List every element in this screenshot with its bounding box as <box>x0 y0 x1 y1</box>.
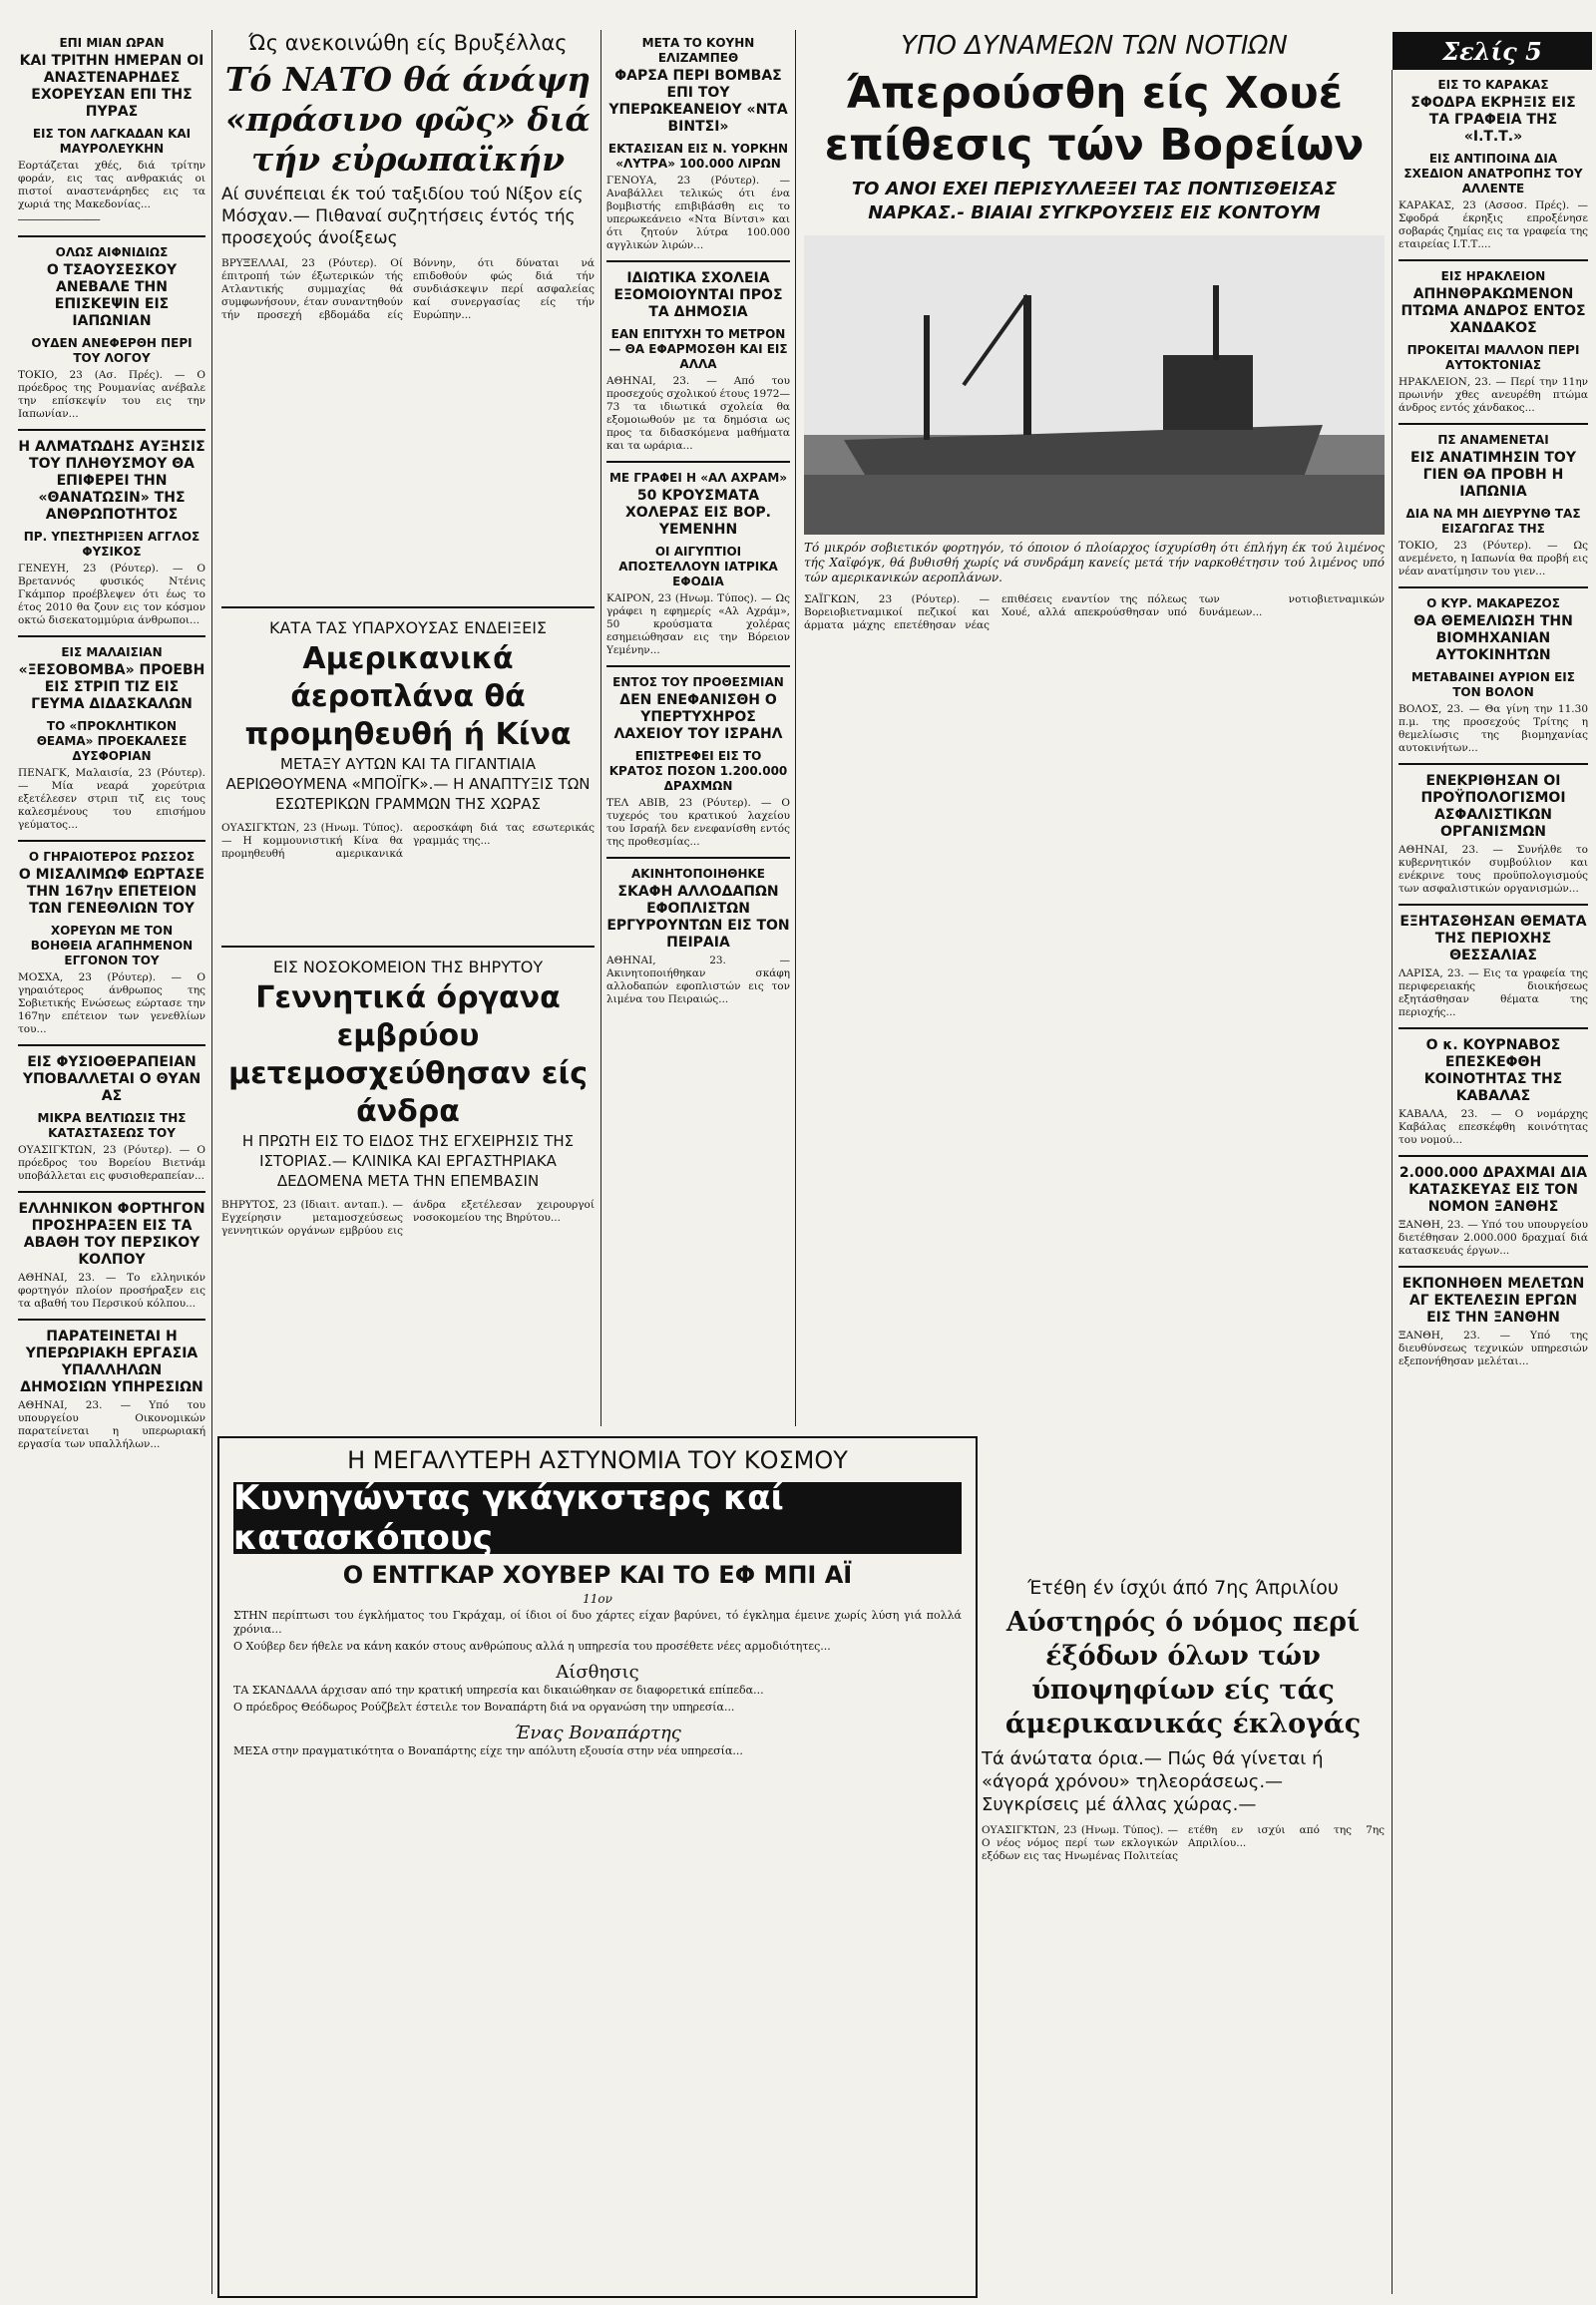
brief-headline: ΕΞΗΤΑΣΘΗΣΑΝ ΘΕΜΑΤΑ ΤΗΣ ΠΕΡΙΟΧΗΣ ΘΕΣΣΑΛΙΑΣ <box>1399 914 1587 963</box>
brief-subhead: ΧΟΡΕΥΩΝ ΜΕ ΤΟΝ ΒΟΗΘΕΙΑ ΑΓΑΠΗΜΕΝΟΝ ΕΓΓΟΝΟΝ ΤΟΥ <box>30 924 194 967</box>
brief-body: ΑΘΗΝΑΙ, 23. — Συνήλθε το κυβερνητικόν συμβούλιον και ενέκρινε τους προϋπολογισμούς των ασφαλιστικών οργανισμών... <box>1398 844 1588 895</box>
brief-body: ΑΘΗΝΑΙ, 23. — Υπό του υπουργείου Οικονομικών παρατείνεται η υπερωριακή εργασία των υπαλλήλων... <box>18 1399 205 1450</box>
brief-headline: ΑΠΗΝΘΡΑΚΩΜΕΝΟΝ ΠΤΩΜΑ ΑΝΔΡΟΣ ΕΝΤΟΣ ΧΑΝΔΑΚΟΣ <box>1400 286 1586 336</box>
brief-subhead: ΤΟ «ΠΡΟΚΛΗΤΙΚΟΝ ΘΕΑΜΑ» ΠΡΟΕΚΑΛΕΣΕ ΔΥΣΦΟΡΙΑΝ <box>36 719 188 763</box>
brief-body: ΞΑΝΘΗ, 23. — Υπό της διευθύνσεως τεχνικών υπηρεσιών εξεπονήθησαν μελέται... <box>1398 1330 1588 1367</box>
brief-headline: ΕΝΕΚΡΙΘΗΣΑΝ ΟΙ ΠΡΟΫΠΟΛΟΓΙΣΜΟΙ ΑΣΦΑΛΙΣΤΙΚΩΝ ΟΡΓΑΝΙΣΜΩΝ <box>1420 773 1566 840</box>
israel-headline: ΔΕΝ ΕΝΕΦΑΝΙΣΘΗ Ο ΥΠΕΡΤΥΧΗΡΟΣ ΛΑΧΕΙΟΥ ΤΟΥ ΙΣΡΑΗΛ <box>613 692 783 742</box>
hue-headline: Άπερούσθη είς Χουέ επίθεσις τών Βορείων <box>824 68 1365 171</box>
brief-body: ΤΟΚΙΟ, 23 (Ασ. Πρές). — Ο πρόεδρος της Ρουμανίας ανέβαλε την επίσκεψίν του εις την Ιαπωνίαν... <box>18 369 205 420</box>
brief-kicker: ΕΙΣ ΗΡΑΚΛΕΙΟΝ <box>1440 269 1546 283</box>
elections-headline: Αύστηρός ό νόμος περί έξόδων όλων τών ύποψηφίων είς τάς άμερικανικάς έκλογάς <box>1004 1607 1362 1739</box>
brief-headline: ΕΙΣ ΑΝΑΤΙΜΗΣΙΝ ΤΟΥ ΓΙΕΝ ΘΑ ΠΡΟΒΗ Η ΙΑΠΩΝΙΑ <box>1410 450 1576 500</box>
brief-headline: Ο ΤΣΑΟΥΣΕΣΚΟΥ ΑΝΕΒΑΛΕ ΤΗΝ ΕΠΙΣΚΕΨΙΝ ΕΙΣ ΙΑΠΩΝΙΑΝ <box>46 262 178 329</box>
israel-subhead: ΕΠΙΣΤΡΕΦΕΙ ΕΙΣ ΤΟ ΚΡΑΤΟΣ ΠΟΣΟΝ 1.200.000 ΔΡΑΧΜΩΝ <box>608 749 788 793</box>
brief-headline: ΘΑ ΘΕΜΕΛΙΩΣΗ ΤΗΝ ΒΙΟΜΗΧΑΝΙΑΝ ΑΥΤΟΚΙΝΗΤΩΝ <box>1413 613 1573 663</box>
ship-mast <box>1213 285 1219 360</box>
elections-subhead: Τά άνώτατα όρια.— Πώς θά γίνεται ή «άγορά χρόνου» τηλεοράσεως.— Συγκρίσεις μέ άλλας χώρας.— <box>982 1748 1324 1815</box>
beirut-kicker: ΕΙΣ ΝΟΣΟΚΟΜΕΙΟΝ ΤΗΣ ΒΗΡΥΤΟΥ <box>272 958 544 976</box>
divider <box>221 946 595 948</box>
divider <box>1398 904 1588 906</box>
briefs-column-center <box>606 30 790 1426</box>
divider <box>1398 1266 1588 1268</box>
cholera-body: ΚΑΙΡΟΝ, 23 (Ηνωμ. Τύπος). — Ως γράφει η εφημερίς «Αλ Αχράμ», 50 κρούσματα χολέρας εσημειώθησαν εις την Βόρειον Υεμένην... <box>606 592 790 656</box>
brief-kicker: ΕΙΣ ΜΑΛΑΙΣΙΑΝ <box>61 645 163 659</box>
schools-headline: ΙΔΙΩΤΙΚΑ ΣΧΟΛΕΙΑ ΕΞΟΜΟΙΟΥΝΤΑΙ ΠΡΟΣ ΤΑ ΔΗΜΟΣΙΑ <box>613 270 783 320</box>
page-number-box <box>1393 32 1592 70</box>
china-kicker: ΚΑΤΑ ΤΑΣ ΥΠΑΡΧΟΥΣΑΣ ΕΝΔΕΙΞΕΙΣ <box>268 618 548 637</box>
brief-body: ΟΥΑΣΙΓΚΤΩΝ, 23 (Ρόυτερ). — Ο πρόεδρος του Βορείου Βιετνάμ υποβάλλεται εις φυσιοθεραπείαν... <box>18 1144 205 1182</box>
beirut-story <box>221 938 595 1426</box>
cholera-kicker: ΜΕ ΓΡΑΦΕΙ Η «ΑΛ ΑΧΡΑΜ» <box>608 471 788 485</box>
nato-story <box>221 30 595 588</box>
divider <box>221 606 595 608</box>
hue-subhead: ΤΟ ΑΝΟΙ ΕΧΕΙ ΠΕΡΙΣΥΛΛΕΞΕΙ ΤΑΣ ΠΟΝΤΙΣΘΕΙΣΑΣ ΝΑΡΚΑΣ.- ΒΙΑΙΑΙ ΣΥΓΚΡΟΥΣΕΙΣ ΕΙΣ ΚΟΝΤΟΥΜ <box>851 179 1338 223</box>
nato-kicker: Ώς ανεκοινώθη είς Βρυξέλλας <box>248 31 568 55</box>
brief-body: ΓΕΝΕΥΗ, 23 (Ρόυτερ). — Ο Βρεταννός φυσικός Ντένις Γκάμπορ προέβλεψεν ότι έως το έτος 2010 θα ζουν εις τον κόσμον οκτώ δισεκατομμύρια άνθρωποι... <box>18 563 205 626</box>
brief-headline: ΕΚΠΟΝΗΘΕΝ ΜΕΛΕΤΩΝ ΑΓ ΕΚΤΕΛΕΣΙΝ ΕΡΓΩΝ ΕΙΣ ΤΗΝ ΞΑΝΘΗΝ <box>1401 1276 1585 1326</box>
cholera-subhead: ΟΙ ΑΙΓΥΠΤΙΟΙ ΑΠΟΣΤΕΛΛΟΥΝ ΙΑΤΡΙΚΑ ΕΦΟΔΙΑ <box>618 545 778 588</box>
brief-body: ΜΟΣΧΑ, 23 (Ρόυτερ). — Ο γηραιότερος άνθρωπος της Σοβιετικής Ενώσεως εώρτασε την 167ην επέτειον των γενεθλίων του... <box>18 971 205 1035</box>
divider <box>1398 259 1588 261</box>
hoover-body: ΣΤΗΝ περίπτωσι του έγκλήματος του Γκράχαμ, οί ίδιοι οί δυο χάρτες είχαν βαρύνει, τό έγκλημα έμεινε χωρίς λύση γιά πολλά χρόνια... <box>233 1609 962 1636</box>
brief-subhead: ΟΥΔΕΝ ΑΝΕΦΕΡΘΗ ΠΕΡΙ ΤΟΥ ΛΟΓΟΥ <box>31 336 193 365</box>
hue-photo-caption: Τό μικρόν σοβιετικόν φορτηγόν, τό όποιον ό πλοίαρχος ίσχυρίσθη ότι έπλήγη έκ τού λιμένος τής Χαϊφόγκ, θά βυθισθή χωρίς νά συνδράμη κανείς μετά τήν ναρκοθέτησιν τού λιμένος υπό τών αμερικανικών αεροπλάνων. <box>804 541 1385 584</box>
ship-superstructure <box>1163 355 1253 430</box>
brief-kicker: ΕΙΣ ΤΟ ΚΑΡΑΚΑΣ <box>1437 78 1549 92</box>
brief-subhead: ΕΙΣ ΑΝΤΙΠΟΙΝΑ ΔΙΑ ΣΧΕΔΙΟΝ ΑΝΑΤΡΟΠΗΣ ΤΟΥ ΑΛΛΕΝΤΕ <box>1403 152 1583 195</box>
divider <box>18 429 205 431</box>
brief-body-filler: ───────────── <box>18 214 101 226</box>
divider <box>1398 1027 1588 1029</box>
beirut-subhead: Η ΠΡΩΤΗ ΕΙΣ ΤΟ ΕΙΔΟΣ ΤΗΣ ΕΓΧΕΙΡΗΣΙΣ ΤΗΣ ΙΣΤΟΡΙΑΣ.— ΚΛΙΝΙΚΑ ΚΑΙ ΕΡΓΑΣΤΗΡΙΑΚΑ ΔΕΔΟΜΕΝΑ ΜΕΤΑ ΤΗΝ ΕΠΕΜΒΑΣΙΝ <box>241 1132 575 1190</box>
brief-subhead: ΜΕΤΑΒΑΙΝΕΙ ΑΥΡΙΟΝ ΕΙΣ ΤΟΝ ΒΟΛΟΝ <box>1411 670 1575 699</box>
hue-kicker: ΥΠΟ ΔΥΝΑΜΕΩΝ ΤΩΝ ΝΟΤΙΩΝ <box>901 31 1288 61</box>
china-body: ΟΥΑΣΙΓΚΤΩΝ, 23 (Ηνωμ. Τύπος). — Η κομμουνιστική Κίνα θα προμηθευθή αμερικανικά αεροσκάφη διά τας εσωτερικάς γραμμάς της... <box>221 822 595 860</box>
israel-body: ΤΕΛ ΑΒΙΒ, 23 (Ρόυτερ). — Ο τυχερός του κρατικού λαχείου του Ισραήλ δεν ενεφανίσθη εντός της προθεσμίας... <box>606 797 790 848</box>
hoover-feature <box>217 1436 978 2298</box>
bomb-headline: ΦΑΡΣΑ ΠΕΡΙ ΒΟΜΒΑΣ ΕΠΙ ΤΟΥ ΥΠΕΡΩΚΕΑΝΕΙΟΥ «ΝΤΑ ΒΙΝΤΣΙ» <box>608 68 788 135</box>
china-headline: Αμερικανικά άεροπλάνα θά προμηθευθή ή Κίνα <box>244 641 572 752</box>
brief-body: ΛΑΡΙΣΑ, 23. — Εις τα γραφεία της περιφερειακής διοικήσεως εξητάσθησαν θέματα της περιοχής... <box>1398 967 1588 1018</box>
brief-headline: ΠΑΡΑΤΕΙΝΕΤΑΙ Η ΥΠΕΡΩΡΙΑΚΗ ΕΡΓΑΣΙΑ ΥΠΑΛΛΗΛΩΝ ΔΗΜΟΣΙΩΝ ΥΠΗΡΕΣΙΩΝ <box>20 1329 203 1395</box>
hoover-body: ΤΑ ΣΚΑΝΔΑΛΑ άρχισαν από την κρατική υπηρεσία και δικαιώθηκαν σε διαφορετικά επίπεδα... <box>233 1684 764 1697</box>
hoover-body: Ο Χούβερ δεν ήθελε να κάνη κακόν στους ανθρώπους αλλά η υπηρεσία του προσέθετε νέες αρμοδιότητες... <box>233 1640 831 1653</box>
hoover-columns <box>219 1609 976 1758</box>
piraeus-body: ΑΘΗΝΑΙ, 23. — Ακινητοποιήθηκαν σκάφη αλλοδαπών εφοπλιστών εις τον λιμένα του Πειραιώς... <box>606 955 790 1005</box>
ship-crane <box>924 315 930 440</box>
ship-crane <box>1023 295 1031 435</box>
brief-body: ΒΟΛΟΣ, 23. — Θα γίνη την 11.30 π.μ. της προσεχούς Τρίτης η θεμελίωσις της βιομηχανίας αυτοκινήτων... <box>1398 703 1588 754</box>
divider <box>1398 1155 1588 1157</box>
cholera-headline: 50 ΚΡΟΥΣΜΑΤΑ ΧΟΛΕΡΑΣ ΕΙΣ ΒΟΡ. ΥΕΜΕΝΗΝ <box>625 488 771 538</box>
elections-story <box>982 1576 1385 2294</box>
brief-headline: «ΞΕΣΟΒΟΜΒΑ» ΠΡΟΕΒΗ ΕΙΣ ΣΤΡΙΠ ΤΙΖ ΕΙΣ ΓΕΥΜΑ ΔΙΔΑΣΚΑΛΩΝ <box>18 662 205 712</box>
bomb-body: ΓΕΝΟΥΑ, 23 (Ρόυτερ). — Αναβάλλει τελικώς ότι ένα βομβιστής επιβιβάσθη εις το υπερωκεάνειο «Ντα Βίντσι» και ότι ζητούν λύτρα 100.000 αγγλικών λιρών... <box>606 175 790 251</box>
brief-body: ΑΘΗΝΑΙ, 23. — Το ελληνικόν φορτηγόν πλοίον προσήραξεν εις τα αβαθή του Περσικού κόλπου... <box>18 1272 205 1310</box>
brief-subhead: ΠΡΟΚΕΙΤΑΙ ΜΑΛΛΟΝ ΠΕΡΙ ΑΥΤΟΚΤΟΝΙΑΣ <box>1406 343 1580 372</box>
hoover-banner <box>233 1478 962 1558</box>
brief-subhead: ΜΙΚΡΑ ΒΕΛΤΙΩΣΙΣ ΤΗΣ ΚΑΤΑΣΤΑΣΕΩΣ ΤΟΥ <box>37 1111 187 1140</box>
beirut-body: ΒΗΡΥΤΟΣ, 23 (Ιδιαιτ. ανταπ.). — Εγχείρησιν μεταμοσχεύσεως γεννητικών οργάνων εμβρύου εις άνδρα εξετέλεσαν χειρουργοί νοσοκομείου της Βηρύτου... <box>221 1199 595 1237</box>
beirut-headline: Γεννητικά όργανα εμβρύου μετεμοσχεύθησαν είς άνδρα <box>228 980 588 1129</box>
china-subhead: ΜΕΤΑΞΥ ΑΥΤΩΝ ΚΑΙ ΤΑ ΓΙΓΑΝΤΙΑΙΑ ΑΕΡΙΩΘΟΥΜΕΝΑ «ΜΠΟΪΓΚ».— Η ΑΝΑΠΤΥΞΙΣ ΤΩΝ ΕΣΩΤΕΡΙΚΩΝ ΓΡΑΜΜΩΝ ΤΗΣ ΧΩΡΑΣ <box>225 755 591 813</box>
brief-headline: ΕΛΛΗΝΙΚΟΝ ΦΟΡΤΗΓΟΝ ΠΡΟΣΗΡΑΞΕΝ ΕΙΣ ΤΑ ΑΒΑΘΗ ΤΟΥ ΠΕΡΣΙΚΟΥ ΚΟΛΠΟΥ <box>18 1201 205 1268</box>
nato-subhead: Αί συνέπειαι έκ τού ταξιδίου τού Νίξον είς Μόσχαν.— Πιθαναί συζητήσεις έντός τής προσεχούς άνοίξεως <box>221 185 584 248</box>
divider <box>18 840 205 842</box>
brief-headline: Ο κ. ΚΟΥΡΝΑΒΟΣ ΕΠΕΣΚΕΦΘΗ ΚΟΙΝΟΤΗΤΑΣ ΤΗΣ ΚΑΒΑΛΑΣ <box>1423 1037 1563 1104</box>
brief-kicker: ΕΠΙ ΜΙΑΝ ΩΡΑΝ <box>59 36 165 50</box>
brief-body: ΚΑΒΑΛΑ, 23. — Ο νομάρχης Καβάλας επεσκέφθη κοινότητας του νομού... <box>1398 1108 1588 1146</box>
china-story <box>221 598 595 938</box>
divider <box>18 1191 205 1193</box>
divider <box>18 1044 205 1046</box>
brief-body: ΤΟΚΙΟ, 23 (Ρόυτερ). — Ως ανεμένετο, η Ιαπωνία θα προβή εις νέαν ανατίμησιν του γιεν... <box>1398 540 1588 577</box>
brief-body: ΞΑΝΘΗ, 23. — Υπό του υπουργείου διετέθησαν 2.000.000 δραχμαί διά κατασκευάς έργων... <box>1398 1219 1588 1257</box>
brief-kicker: Ο ΓΗΡΑΙΟΤΕΡΟΣ ΡΩΣΣΟΣ <box>28 850 196 864</box>
column-rule <box>600 30 601 1426</box>
hoover-kicker: Η ΜΕΓΑΛΥΤΕΡΗ ΑΣΤΥΝΟΜΙΑ ΤΟΥ ΚΟΣΜΟΥ <box>347 1446 848 1474</box>
divider <box>606 665 790 667</box>
hoover-part-number: 11ον <box>583 1592 612 1606</box>
schools-subhead: ΕΑΝ ΕΠΙΤΥΧΗ ΤΟ ΜΕΤΡΟΝ — ΘΑ ΕΦΑΡΜΟΣΘΗ ΚΑΙ ΕΙΣ ΑΛΛΑ <box>608 327 788 371</box>
nato-body: ΒΡΥΞΕΛΛΑΙ, 23 (Ρόυτερ). Οί έπιτροπή τών έξωτερικών τής Ατλαντικής συμμαχίας θά συμφωνήσουν, έταν συναντηθούν τήν προσεχή εβδομάδα είς Βόννην, ότι δύναται νά επιδοθούν φώς διά τήν συνδιάσκεψιν περί ασφαλείας καί συνεργασίας είς τήν Ευρώπην... <box>221 257 595 321</box>
divider <box>18 635 205 637</box>
brief-headline: ΚΑΙ ΤΡΙΤΗΝ ΗΜΕΡΑΝ ΟΙ ΑΝΑΣΤΕΝΑΡΗΔΕΣ ΕΧΟΡΕΥΣΑΝ ΕΠΙ ΤΗΣ ΠΥΡΑΣ <box>19 53 204 120</box>
divider <box>18 235 205 237</box>
divider <box>606 857 790 859</box>
column-rule <box>795 30 796 1426</box>
hoover-section-title: Ένας Βοναπάρτης <box>514 1723 681 1743</box>
divider <box>606 461 790 463</box>
hoover-section-title: Αίσθησις <box>556 1662 639 1683</box>
brief-body: ΠΕΝΑΓΚ, Μαλαισία, 23 (Ρόυτερ). — Μία νεαρά χορεύτρια εξετέλεσεν στριπ τιζ εις τους καλεσμένους του επισήμου γεύματος... <box>18 767 205 831</box>
brief-headline: ΕΙΣ ΦΥΣΙΟΘΕΡΑΠΕΙΑΝ ΥΠΟΒΑΛΛΕΤΑΙ Ο ΘΥΑΝ ΑΣ <box>22 1054 201 1104</box>
brief-headline: ΣΦΟΔΡΑ ΕΚΡΗΞΙΣ ΕΙΣ ΤΑ ΓΡΑΦΕΙΑ ΤΗΣ «Ι.Τ.Τ.» <box>1410 95 1576 145</box>
hoover-body: ΜΕΣΑ στην πραγματικότητα ο Βοναπάρτης είχε την απόλυτη εξουσία στην νέα υπηρεσία... <box>233 1744 743 1757</box>
schools-body: ΑΘΗΝΑΙ, 23. — Από του προσεχούς σχολικού έτους 1972—73 τα ιδιωτικά σχολεία θα εξομοιωθούν με τα δημόσια ως προς τα διδασκόμενα μαθήματα και τα ωράρια... <box>606 375 790 452</box>
israel-kicker: ΕΝΤΟΣ ΤΟΥ ΠΡΟΘΕΣΜΙΑΝ <box>612 675 784 689</box>
hoover-banner-title: Κυνηγώντας γκάγκστερς καί κατασκόπους <box>233 1478 784 1558</box>
page-number: Σελίς 5 <box>1442 36 1542 66</box>
elections-kicker: Έτέθη έν ίσχύι άπό 7ης Άπριλίου <box>1027 1577 1339 1599</box>
column-rule <box>1392 70 1393 2294</box>
divider <box>18 1319 205 1321</box>
brief-headline: 2.000.000 ΔΡΑΧΜΑΙ ΔΙΑ ΚΑΤΑΣΚΕΥΑΣ ΕΙΣ ΤΟΝ ΝΟΜΟΝ ΞΑΝΘΗΣ <box>1398 1165 1588 1215</box>
brief-subhead: ΕΙΣ ΤΟΝ ΛΑΓΚΑΔΑΝ ΚΑΙ ΜΑΥΡΟΛΕΥΚΗΝ <box>32 127 192 156</box>
piraeus-headline: ΣΚΑΦΗ ΑΛΛΟΔΑΠΩΝ ΕΦΟΠΛΙΣΤΩΝ ΕΡΓΥΡΟΥΝΤΩΝ ΕΙΣ ΤΟΝ ΠΕΙΡΑΙΑ <box>606 884 790 951</box>
brief-body: Εορτάζεται χθές, διά τρίτην φοράν, εις τας ανθρακιάς οι πιστοί αναστενάρηδες εις τα χωριά της Μακεδονίας... <box>18 160 205 210</box>
brief-headline: Ο ΜΙΣΑΛΙΜΩΦ ΕΩΡΤΑΣΕ ΤΗΝ 167ην ΕΠΕΤΕΙΟΝ ΤΩΝ ΓΕΝΕΘΛΙΩΝ ΤΟΥ <box>18 867 205 917</box>
brief-subhead: ΠΡ. ΥΠΕΣΤΗΡΙΞΕΝ ΑΓΓΛΟΣ ΦΥΣΙΚΟΣ <box>23 530 200 559</box>
divider <box>606 260 790 262</box>
brief-kicker: ΟΛΩΣ ΑΙΦΝΙΔΙΩΣ <box>55 245 169 259</box>
divider <box>1398 586 1588 588</box>
divider <box>1398 763 1588 765</box>
brief-body: ΚΑΡΑΚΑΣ, 23 (Ασσοσ. Πρές). — Σφοδρά έκρηξις επροξένησε σοβαράς ζημίας εις τα γραφεία της εταιρείας Ι.Τ.Τ.... <box>1398 199 1588 250</box>
piraeus-kicker: ΑΚΙΝΗΤΟΠΟΙΗΘΗΚΕ <box>630 867 765 881</box>
brief-kicker: Ο ΚΥΡ. ΜΑΚΑΡΕΖΟΣ <box>1426 596 1560 610</box>
bomb-kicker: ΜΕΤΑ ΤΟ ΚΟΥΗΝ ΕΛΙΖΑΜΠΕΘ <box>641 36 755 65</box>
dock-structure <box>804 475 1385 535</box>
brief-body: ΗΡΑΚΛΕΙΟΝ, 23. — Περί την 11ην πρωινήν χθες ανευρέθη πτώμα άνδρος εντός χάνδακος... <box>1398 376 1588 414</box>
brief-headline: Η ΑΛΜΑΤΩΔΗΣ ΑΥΞΗΣΙΣ ΤΟΥ ΠΛΗΘΥΣΜΟΥ ΘΑ ΕΠΙΦΕΡΕΙ ΤΗΝ «ΘΑΝΑΤΩΣΙΝ» ΤΗΣ ΑΝΘΡΩΠΟΤΗΤΟΣ <box>18 439 205 523</box>
brief-subhead: ΔΙΑ ΝΑ ΜΗ ΔΙΕΥΡΥΝΘ ΤΑΣ ΕΙΣΑΓΩΓΑΣ ΤΗΣ <box>1405 507 1581 536</box>
hoover-subhead: Ο ΕΝΤΓΚΑΡ ΧΟΥΒΕΡ ΚΑΙ ΤΟ ΕΦ ΜΠΙ ΑΪ <box>342 1561 853 1589</box>
brief-kicker: ΠΣ ΑΝΑΜΕΝΕΤΑΙ <box>1437 433 1549 447</box>
nato-headline: Τό ΝΑΤΟ θά άνάψη «πράσινο φῶς» διά τήν εὐρωπαϊκήν <box>224 60 592 179</box>
hoover-body: Ο πρόεδρος Θεόδωρος Ρούζβελτ έστειλε τον Βοναπάρτη διά να οργανώση την υπηρεσία... <box>233 1701 735 1714</box>
left-column <box>18 30 205 2294</box>
divider <box>1398 423 1588 425</box>
elections-body: ΟΥΑΣΙΓΚΤΩΝ, 23 (Ηνωμ. Τύπος). — Ο νέος νόμος περί των εκλογικών εξόδων εις τας Ηνωμένας Πολιτείας ετέθη εν ισχύι από της 7ης Απριλίου... <box>982 1824 1385 1862</box>
right-column <box>1398 72 1588 2296</box>
hue-body: ΣΑΪΓΚΩΝ, 23 (Ρόυτερ). — Βορειοβιετναμικοί πεζικοί και άρματα μάχης επετέθησαν νέας επιθέσεις εναντίον της πόλεως Χουέ, αλλά απεκρούσθησαν υπό των νοτιοβιετναμικών δυνάμεων... <box>804 593 1385 631</box>
bomb-subhead: ΕΚΤΑΣΙΣΑΝ ΕΙΣ Ν. ΥΟΡΚΗΝ «ΛΥΤΡΑ» 100.000 ΛΙΡΩΝ <box>607 142 789 171</box>
column-rule <box>211 30 212 2294</box>
hue-story <box>804 30 1385 1426</box>
ship-photo <box>804 235 1385 535</box>
